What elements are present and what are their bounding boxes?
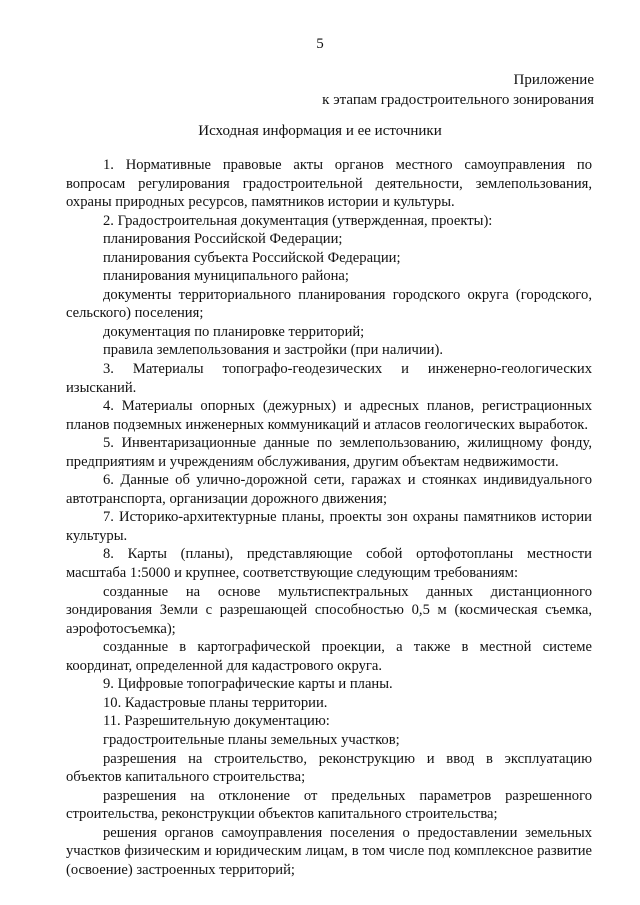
paragraph-item-3: 3. Материалы топографо-геодезических и инженерно-геологических изысканий.: [66, 361, 592, 396]
sub-item-rf-planning: планирования Российской Федерации;: [103, 231, 343, 248]
paragraph-item-1: 1. Нормативные правовые акты органов местного самоуправления по вопросам регулирования градостроительной деятельности, землепользования, охраны природных ресурсов, памятников истории и культуры.: [66, 157, 592, 211]
sub-item-deviation-permits: разрешения на отклонение от предельных параметров разрешенного строительства, реконструкции объектов капитального строительства;: [66, 787, 592, 823]
paragraph-item-7: 7. Историко-архитектурные планы, проекты зон охраны памятников истории культуры.: [66, 509, 592, 544]
sub-item-land-decisions: решения органов самоуправления поселения о предоставлении земельных участков физическим и юридическим лицам, в том числе под комплексное развитие (освоение) застроенных территорий;: [66, 824, 592, 878]
sub-item-multispectral: созданные на основе мультиспектральных данных дистанционного зондирования Земли с разрешающей способностью 0,5 м (космическая съемка, аэрофотосъемка);: [66, 583, 592, 637]
sub-item-territory-planning-docs: документация по планировке территорий;: [103, 323, 365, 340]
appendix-heading: [322, 70, 594, 110]
sub-item-projection: созданные в картографической проекции, а также в местной системе координат, определенной для кадастрового округа.: [66, 639, 592, 674]
document-body: [66, 156, 592, 879]
paragraph-item-10: 10. Кадастровые планы территории.: [103, 694, 328, 711]
sub-item-construction-permits: разрешения на строительство, реконструкцию и ввод в эксплуатацию объектов капитального строительства;: [66, 750, 592, 786]
paragraph-item-11: 11. Разрешительную документацию:: [103, 713, 330, 730]
paragraph-item-6: 6. Данные об улично-дорожной сети, гаражах и стоянках индивидуального автотранспорта, организации дорожного движения;: [66, 472, 592, 507]
paragraph-item-9: 9. Цифровые топографические карты и планы.: [103, 676, 393, 693]
appendix-label: Приложение: [513, 72, 594, 88]
paragraph-item-8: 8. Карты (планы), представляющие собой ортофотопланы местности масштаба 1:5000 и крупнее, соответствующие следующим требованиям:: [66, 546, 592, 582]
paragraph-item-2: 2. Градостроительная документация (утвержденная, проекты):: [103, 212, 493, 229]
sub-item-district-planning: планирования муниципального района;: [103, 268, 349, 285]
appendix-subtitle: к этапам градостроительного зонирования: [322, 92, 594, 108]
document-title: Исходная информация и ее источники: [198, 123, 442, 139]
sub-item-territorial-docs: документы территориального планирования городского округа (городского, сельского) поселения;: [66, 286, 592, 322]
sub-item-gpzu: градостроительные планы земельных участков;: [103, 731, 400, 748]
sub-item-land-use-rules: правила землепользования и застройки (при наличии).: [103, 342, 444, 359]
page-number: 5: [316, 36, 324, 52]
paragraph-item-5: 5. Инвентаризационные данные по землепользованию, жилищному фонду, предприятиям и учреждениям обслуживания, другим объектам недвижимости.: [66, 435, 592, 470]
paragraph-item-4: 4. Материалы опорных (дежурных) и адресных планов, регистрационных планов подземных инженерных коммуникаций и атласов геологических выработок.: [66, 398, 592, 433]
sub-item-subject-planning: планирования субъекта Российской Федерации;: [103, 249, 401, 266]
